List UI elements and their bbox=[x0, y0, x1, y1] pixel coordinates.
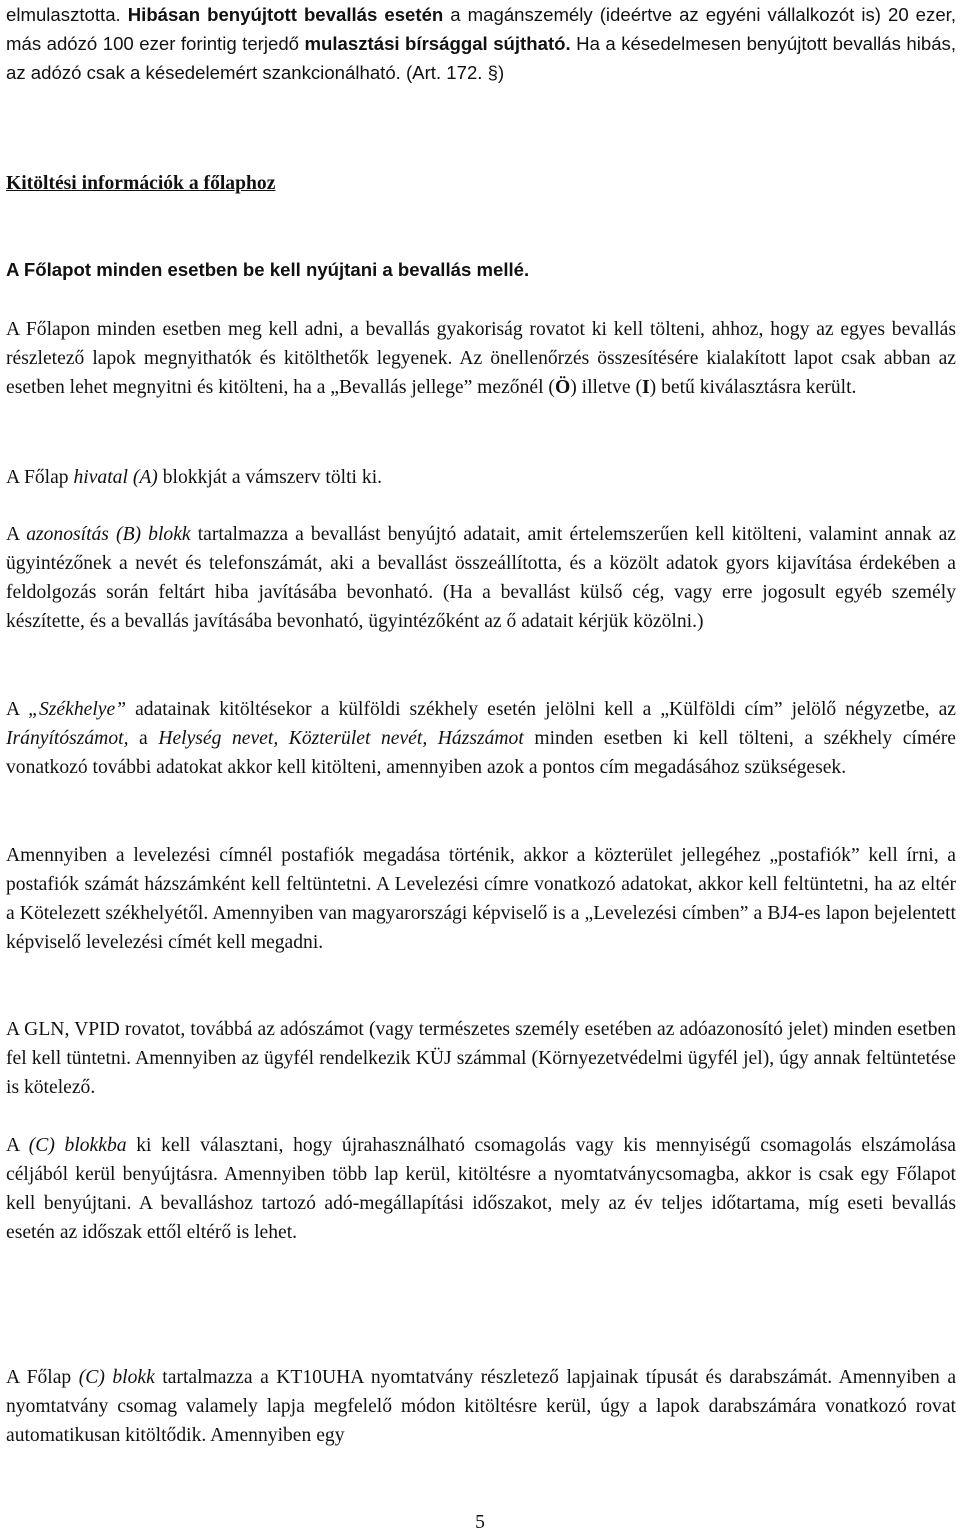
paragraph-text: tartalmazza a KT10UHA nyomtatvány részletező lapjainak típusát és darabszámát. Amennyiben a nyomtatvány csomag valamely lapja megfelelő módon kitöltésre kerül, úgy a lapok darabszámára vonatkozó rovat automatikusan kitöltődik. Amennyiben egy bbox=[6, 1367, 957, 1446]
paragraph-1 bbox=[6, 315, 956, 402]
bold-line bbox=[6, 255, 956, 284]
paragraph-italic-text: (C) blokk bbox=[78, 1367, 155, 1388]
paragraph-italic-text: azonosítás (B) blokk bbox=[26, 524, 191, 545]
paragraph-italic-text: „Székhelye” bbox=[28, 699, 127, 720]
paragraph-2 bbox=[6, 463, 956, 492]
bold-line-text: A Főlapot minden esetben be kell nyújtani a bevallás mellé. bbox=[6, 259, 530, 280]
paragraph-text: ) illetve ( bbox=[570, 377, 643, 398]
paragraph-italic-text: Helység nevet, Közterület nevét, Házszámot bbox=[158, 728, 524, 749]
paragraph-text: blokkját a vámszerv tölti ki. bbox=[157, 467, 383, 488]
intro-bold-text: Hibásan benyújtott bevallás esetén bbox=[127, 4, 444, 25]
paragraph-text: A bbox=[6, 699, 29, 720]
paragraph-text: a bbox=[128, 728, 159, 749]
paragraph-italic-text: Irányítószámot, bbox=[6, 728, 129, 749]
paragraph-text: tartalmazza a bevallást benyújtó adatait, amit értelemszerűen kell kitölteni, valamint annak az ügyintézőnek a nevét és telefonszámát, aki a bevallást összeállította, és a közölt adatok gyors kijavítása érdekében a feldolgozás során feltárt hiba javításába bevonható. (Ha a bevallást külső cég, vagy erre jogosult egyéb személy készítette, és a bevallás javításába bevonható, ügyintézőként az ő adatait kérjük közölni.) bbox=[6, 524, 957, 632]
paragraph-5 bbox=[6, 841, 956, 957]
paragraph-3 bbox=[6, 520, 956, 636]
paragraph-text: A bbox=[6, 524, 27, 545]
paragraph-text: Amennyiben a levelezési címnél postafiók megadása történik, akkor a közterület jellegéhez „postafiók” kell írni, a postafiók számát házszámként kell feltüntetni. A Levelezési címre vonatkozó adatokat, akkor kell feltüntetni, ha az eltér a Kötelezett székhelyétől. Amennyiben van magyarországi képviselő is a „Levelezési címben” a BJ4-es lapon bejelentett képviselő levelezési címét kell megadni. bbox=[6, 845, 956, 953]
paragraph-text: minden esetben ki kell tölteni, a székhely címére vonatkozó további adatokat akkor kell kitölteni, amennyiben azok a pontos cím megadásához szükségesek. bbox=[6, 728, 956, 778]
paragraph-text: A Főlap bbox=[6, 1367, 79, 1388]
page-number: 5 bbox=[475, 1512, 485, 1533]
paragraph-text: A Főlapon minden esetben meg kell adni, a bevallás gyakoriság rovatot ki kell tölteni, ahhoz, hogy az egyes bevallás részletező lapok megnyithatók és kitölthetők legyenek. Az önellenőrzés összesítésére kialakított lapot csak abban az esetben lehet megnyitni és kitölteni, ha a „Bevallás jellege” mezőnél ( bbox=[6, 319, 956, 398]
paragraph-text: ki kell választani, hogy újrahasználható csomagolás vagy kis mennyiségű csomagolás elszámolása céljából kerül benyújtásra. Amennyiben több lap kerül, kitöltésre a nyomtatványcsomagba, akkor is csak egy Főlapot kell benyújtani. A bevalláshoz tartozó adó-megállapítási időszakot, mely az év teljes időtartama, míg eseti bevallás esetén az időszak ettől eltérő is lehet. bbox=[6, 1135, 956, 1243]
section-heading: Kitöltési információk a főlaphoz bbox=[6, 173, 276, 194]
paragraph-text: adatainak kitöltésekor a külföldi székhely esetén jelölni kell a „Külföldi cím” jelölő négyzetbe, az bbox=[126, 699, 956, 720]
paragraph-text: A bbox=[6, 1135, 29, 1156]
paragraph-italic-text: (C) blokkba bbox=[28, 1135, 127, 1156]
paragraph-text: ) betű kiválasztásra került. bbox=[649, 377, 857, 398]
intro-text: a magánszemély (ideértve az egyéni vállalkozót is) 20 ezer, más adózó 100 ezer forintig terjedő bbox=[6, 4, 956, 54]
paragraph-italic-text: hivatal (A) bbox=[73, 467, 158, 488]
paragraph-text: A Főlap bbox=[6, 467, 74, 488]
paragraph-bold-text: Ö bbox=[554, 377, 571, 398]
paragraph-bold-text: I bbox=[642, 377, 650, 398]
intro-bold-text: mulasztási bírsággal sújtható. bbox=[304, 33, 571, 54]
paragraph-8 bbox=[6, 1363, 956, 1450]
paragraph-text: A GLN, VPID rovatot, továbbá az adószámot (vagy természetes személy esetében az adóazonosító jelet) minden esetben fel kell tüntetni. Amennyiben az ügyfél rendelkezik KÜJ számmal (Környezetvédelmi ügyfél jel), úgy annak feltüntetése is kötelező. bbox=[6, 1019, 956, 1098]
intro-text: elmulasztotta. bbox=[6, 4, 128, 25]
intro-text: Ha a késedelmesen benyújtott bevallás hibás, az adózó csak a késedelemért szankcionálható. (Art. 172. §) bbox=[6, 33, 956, 83]
paragraph-4 bbox=[6, 695, 956, 782]
intro-paragraph bbox=[6, 0, 956, 87]
paragraph-6 bbox=[6, 1015, 956, 1102]
paragraph-7 bbox=[6, 1131, 956, 1247]
